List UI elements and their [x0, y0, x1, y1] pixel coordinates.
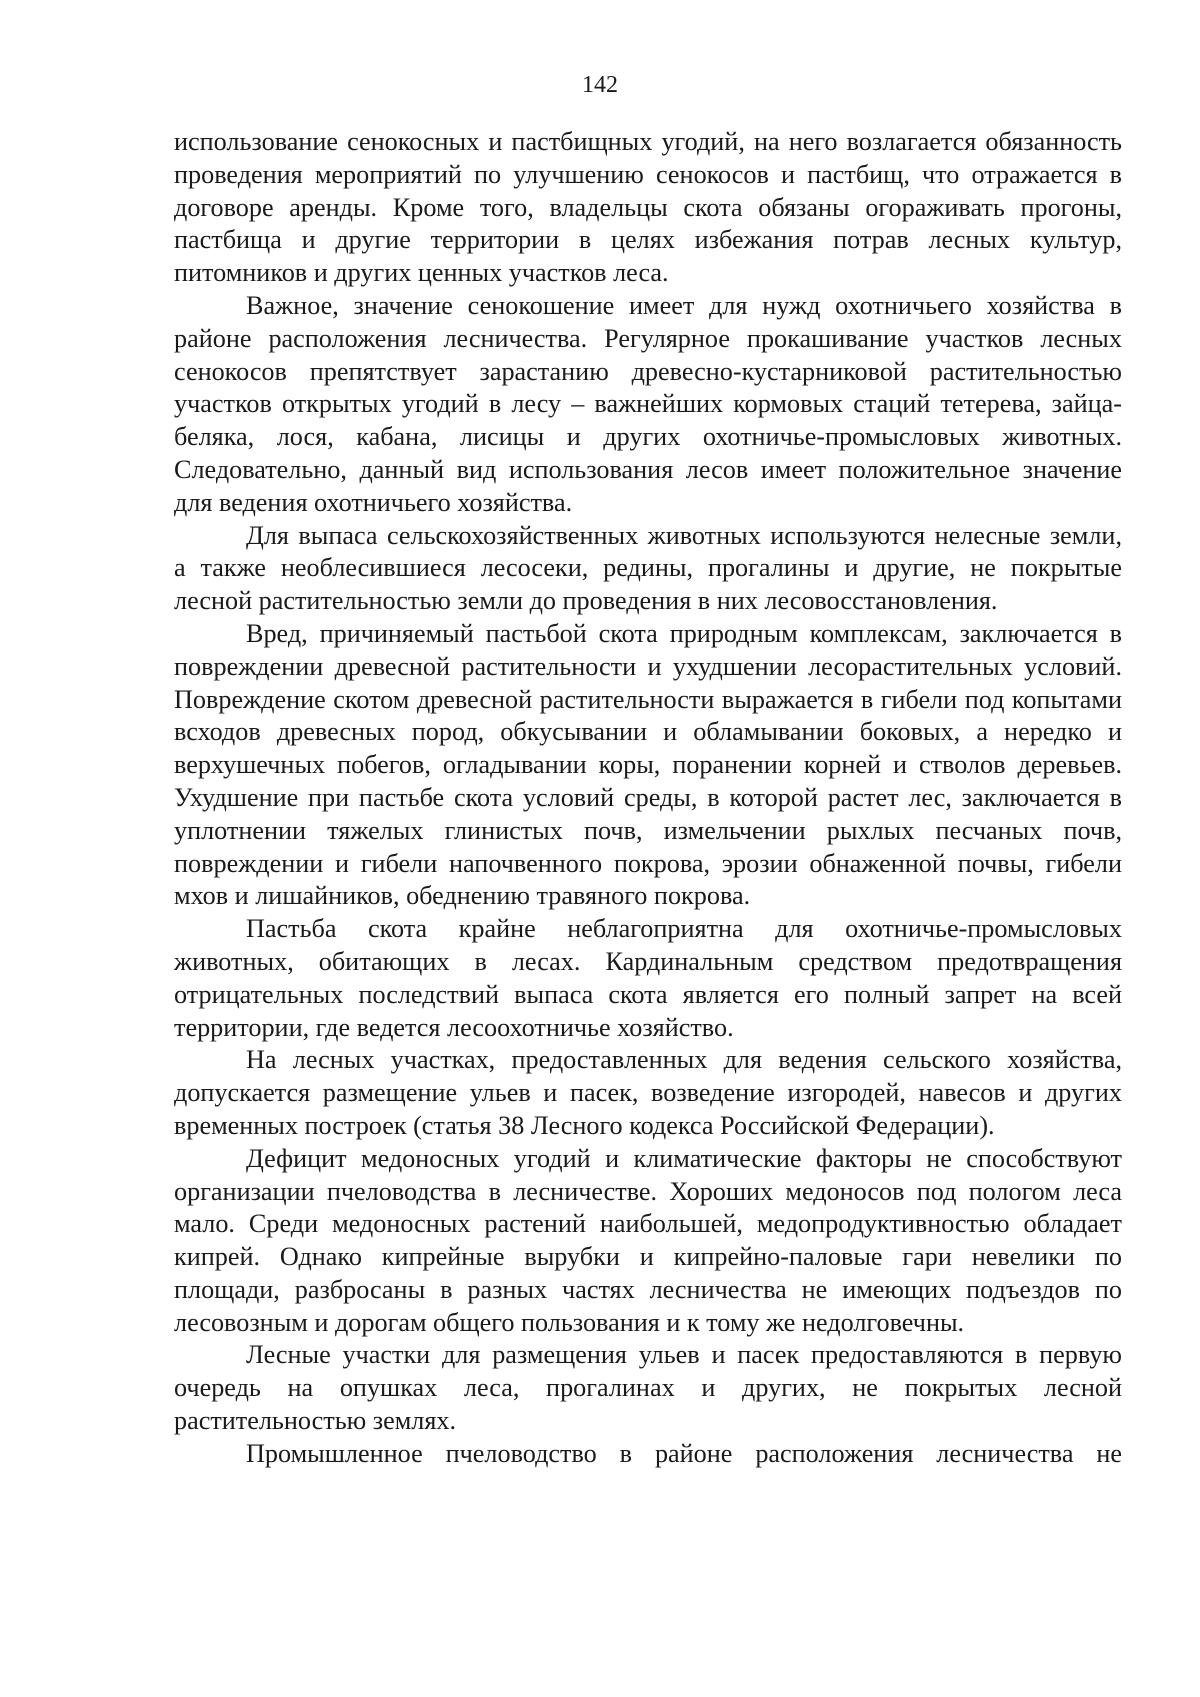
- paragraph: использование сенокосных и пастбищных угодий, на него возлагается обязанность проведения мероприятий по улучшению сенокосов и пастбищ, что отражается в договоре аренды. Кроме того, владельцы скота обязаны огораживать прогоны, пастбища и другие территории в целях избежания потрав лесных культур, питомников и других ценных участков леса.: [174, 127, 1122, 288]
- paragraph: Для выпаса сельскохозяйственных животных используются нелесные земли, а также необлесившиеся лесосеки, редины, прогалины и другие, не покрытые лесной растительностью земли до проведения в них лесовосстановления.: [174, 520, 1122, 616]
- paragraph: Лесные участки для размещения ульев и пасек предоставляются в первую очередь на опушках леса, прогалинах и других, не покрытых лесной растительностью землях.: [174, 1340, 1122, 1436]
- paragraph-continued: Промышленное пчеловодство в районе расположения лесничества не: [246, 1438, 1122, 1468]
- paragraph: Дефицит медоносных угодий и климатические факторы не способствуют организации пчеловодства в лесничестве. Хороших медоносов под пологом леса мало. Среди медоносных растений наибольшей, медопродуктивностью обладает кипрей. Однако кипрейные вырубки и кипрейно-паловые гари невелики по площади, разбросаны в разных частях лесничества не имеющих подъездов по лесовозным и дорогам общего пользования и к тому же недолговечны.: [174, 1143, 1122, 1337]
- paragraph: Важное, значение сенокошение имеет для нужд охотничьего хозяйства в районе расположения лесничества. Регулярное прокашивание участков лесных сенокосов препятствует зарастанию древесно-кустарниковой растительностью участков открытых угодий в лесу – важнейших кормовых стаций тетерева, зайца-беляка, лося, кабана, лисицы и других охотничье-промысловых животных. Следовательно, данный вид использования лесов имеет положительное значение для ведения охотничьего хозяйства.: [174, 290, 1122, 517]
- page-number: 142: [582, 72, 618, 98]
- body-text: [174, 126, 1122, 1471]
- paragraph: На лесных участках, предоставленных для ведения сельского хозяйства, допускается размещение ульев и пасек, возведение изгородей, навесов и других временных построек (статья 38 Лесного кодекса Российской Федерации).: [174, 1045, 1122, 1140]
- paragraph: Пастьба скота крайне неблагоприятна для охотничье-промысловых животных, обитающих в лесах. Кардинальным средством предотвращения отрицательных последствий выпаса скота является его полный запрет на всей территории, где ведется лесоохотничье хозяйство.: [174, 914, 1122, 1042]
- paragraph: Вред, причиняемый пастьбой скота природным комплексам, заключается в повреждении древесной растительности и ухудшении лесорастительных условий. Повреждение скотом древесной растительности выражается в гибели под копытами всходов древесных пород, обкусывании и обламывании боковых, а нередко и верхушечных побегов, огладывании коры, поранении корней и стволов деревьев. Ухудшение при пастьбе скота условий среды, в которой растет лес, заключается в уплотнении тяжелых глинистых почв, измельчении рыхлых песчаных почв, повреждении и гибели напочвенного покрова, эрозии обнаженной почвы, гибели мхов и лишайников, обеднению травяного покрова.: [174, 618, 1122, 911]
